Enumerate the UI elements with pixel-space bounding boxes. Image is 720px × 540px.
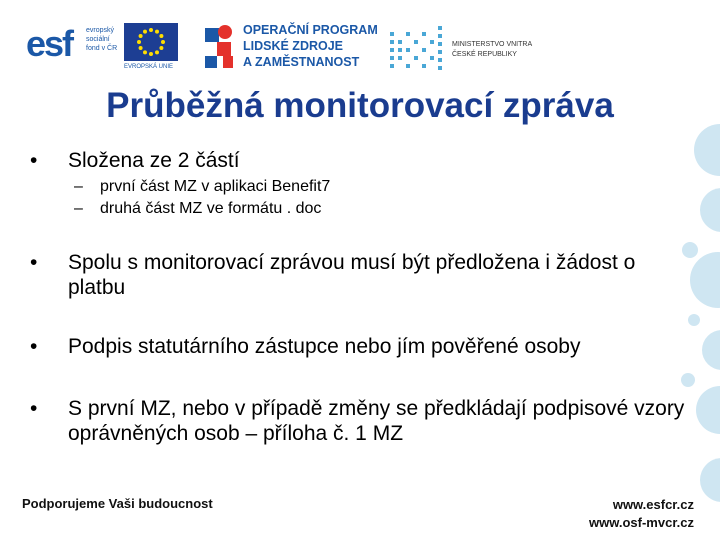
footer-links: [589, 496, 694, 532]
op-lzz-logo: [205, 22, 378, 74]
bullet-text: Složena ze 2 částí: [68, 149, 240, 172]
sub-bullet-marker: –: [74, 178, 83, 195]
footer-slogan: Podporujeme Vaši budoucnost: [22, 496, 213, 511]
esf-caption-line: fond v ČR: [86, 45, 118, 52]
footer-url-link[interactable]: www.esfcr.cz: [612, 497, 694, 512]
eu-caption: EVROPSKÁ UNIE: [124, 64, 174, 70]
esf-caption: [86, 26, 122, 53]
ministry-line: MINISTERSTVO VNITRA: [452, 41, 533, 48]
sub-bullet-text: první část MZ v aplikaci Benefit7: [100, 178, 331, 195]
esf-logo: [26, 20, 186, 72]
bullet-text: S první MZ, nebo v případě změny se předkládají podpisové vzory oprávněných osob – příloha č. 1 MZ: [68, 397, 685, 445]
op-text: [243, 22, 378, 70]
sub-bullet-marker: –: [74, 200, 83, 217]
decorative-circles: [660, 80, 720, 520]
ministry-line: ČESKÉ REPUBLIKY: [452, 51, 517, 58]
bullet-text: Spolu s monitorovací zprávou musí být předložena i žádost o platbu: [68, 251, 636, 299]
op-line: LIDSKÉ ZDROJE: [243, 39, 344, 53]
eu-flag-icon: [124, 23, 178, 61]
esf-mark: esf: [26, 23, 73, 64]
logo-bar: [0, 0, 720, 80]
bullet-marker: •: [30, 149, 38, 172]
bullet-marker: •: [30, 251, 38, 274]
esf-caption-line: evropský: [86, 27, 115, 34]
bullet-text: Podpis statutárního zástupce nebo jím pověřené osoby: [68, 335, 581, 358]
sub-bullet-text: druhá část MZ ve formátu . doc: [100, 200, 322, 217]
slide-title: Průběžná monitorovací zpráva: [106, 86, 614, 125]
op-line: OPERAČNÍ PROGRAM: [243, 23, 378, 37]
bullet-marker: •: [30, 397, 38, 420]
ministry-dots-icon: [390, 26, 448, 70]
footer-url-link[interactable]: www.osf-mvcr.cz: [589, 515, 694, 530]
op-line: A ZAMĚSTNANOST: [243, 55, 360, 69]
esf-caption-line: sociální: [86, 36, 110, 43]
bullet-marker: •: [30, 335, 38, 358]
op-figure-icon: [205, 22, 239, 70]
ministry-logo: [390, 26, 550, 74]
ministry-text: [452, 40, 532, 60]
